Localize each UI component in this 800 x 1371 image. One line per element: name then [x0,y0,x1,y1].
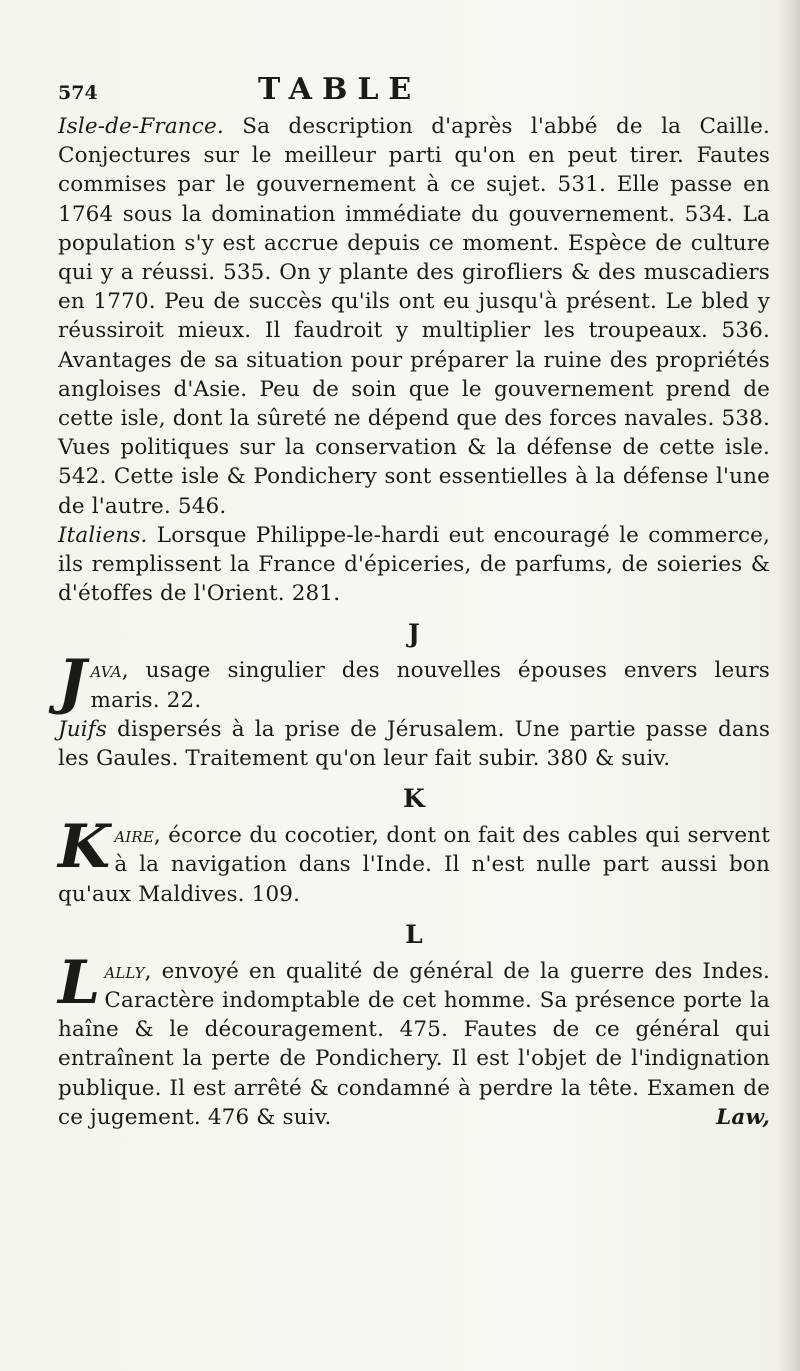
entry-text: , écorce du cocotier, dont on fait des cables qui servent à la navigation dans l'Inde. Il n'est nulle part aussi bon qu'aux Maldives. 109. [58,823,770,907]
entry-term: Italiens. [58,522,148,548]
entry-text: , envoyé en qualité de général de la guerre des Indes. Caractère indomptable de cet homme. Sa présence porte la haîne & le découragement. 475. Fautes de ce général qui entraînent la perte de Pondichery. Il est l'objet de l'indignation publique. Il est arrêté & condamné à perdre la tête. Examen de ce jugement. 476 & suiv. [58,958,770,1130]
catchword: Law, [716,1104,770,1130]
section-letter-l: L [405,919,423,949]
drop-cap: L [58,947,101,1018]
index-entry-juifs [58,715,770,773]
section-letter-k: K [403,784,425,814]
index-content [58,112,770,1132]
entry-term: aire [114,823,154,849]
entry-text: , usage singulier des nouvelles épouses envers leurs maris. 22. [90,658,770,713]
entry-term: Juifs [58,716,108,742]
index-entry-lally [58,947,770,1132]
entry-text: Lorsque Philippe-le-hardi eut encouragé le commerce, ils remplissent la France d'épiceries, de parfums, de soieries & d'étoffes de l'Orient. 281. [58,522,771,607]
entry-term: ava [90,658,122,684]
section-letter-j: J [408,619,420,649]
drop-cap: J [58,647,87,718]
index-entry-italiens [58,521,770,609]
running-title: TABLE [258,72,422,107]
entry-term: ally [104,958,145,984]
drop-cap: K [58,812,111,883]
index-entry-java [58,647,770,718]
index-entry-isle-de-france [58,112,770,521]
entry-text: Sa description d'après l'abbé de la Caille. Conjectures sur le meilleur parti qu'on en peut tirer. Fautes commises par le gouvernement à ce sujet. 531. Elle passe en 1764 sous la domination immédiate du gouvernement. 534. La population s'y est accrue depuis ce moment. Espèce de culture qui y a réussi. 535. On y plante des girofliers & des muscadiers en 1770. Peu de succès qu'ils ont eu jusqu'à présent. Le bled y réussiroit mieux. Il faudroit y multiplier les troupeaux. 536. Avantages de sa situation pour préparer la ruine des propriétés angloises d'Asie. Peu de soin que le gouvernement prend de cette isle, dont la sûreté ne dépend que des forces navales. 538. Vues politiques sur la conservation & la défense de cette isle. 542. Cette isle & Pondichery sont essentielles à la défense l'une de l'autre. 546. [58,114,770,519]
page-number: 574 [58,82,98,104]
page-header [58,72,758,112]
page-edge-shadow [778,0,800,1371]
index-entry-kaire [58,812,770,909]
entry-term: Isle-de-France. [58,114,224,139]
entry-text: dispersés à la prise de Jérusalem. Une partie passe dans les Gaules. Traitement qu'on leur fait subir. 380 & suiv. [58,716,771,772]
